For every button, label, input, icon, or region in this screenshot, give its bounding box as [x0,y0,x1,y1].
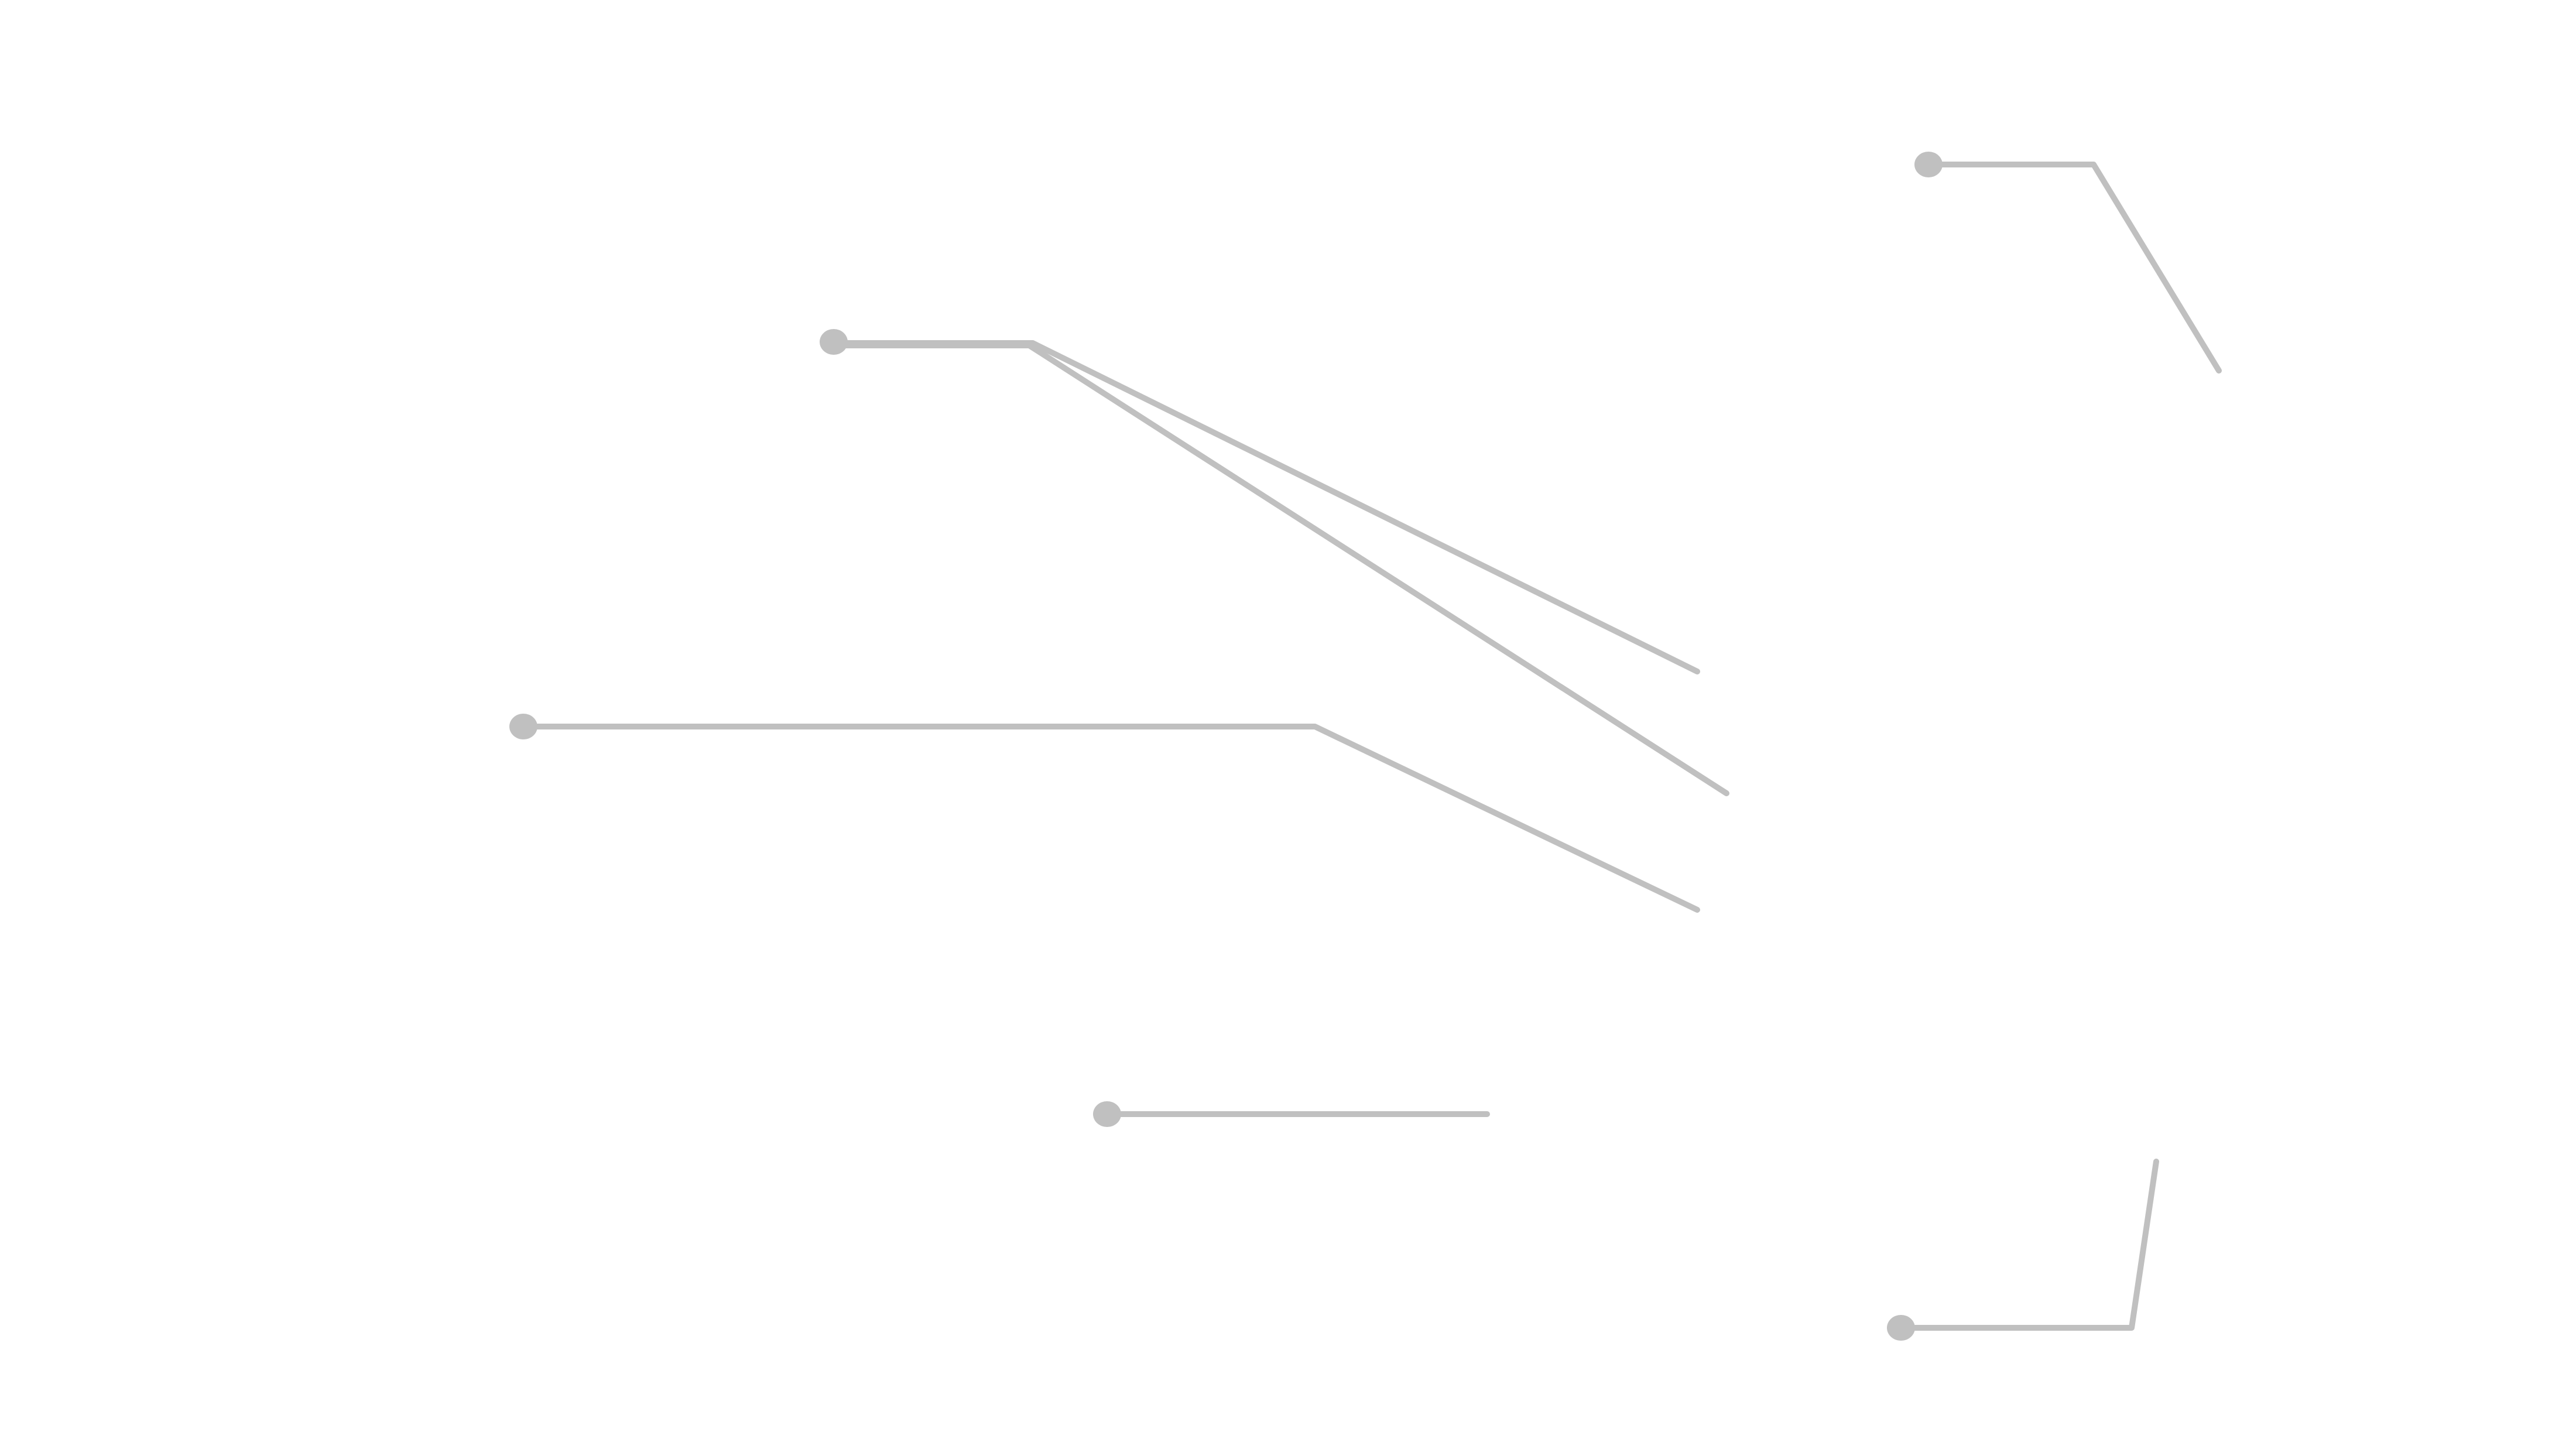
callout-lower-center [1093,1101,1487,1127]
leader-line [1928,165,2219,371]
leader-line [1901,1162,2156,1328]
leader-line [523,727,1697,910]
callout-bottom-right [1887,1162,2156,1341]
callout-middle-left [509,714,1697,910]
callout-upper-left-1 [820,329,1697,672]
leader-line [834,343,1697,672]
callout-top-right [1914,152,2219,371]
